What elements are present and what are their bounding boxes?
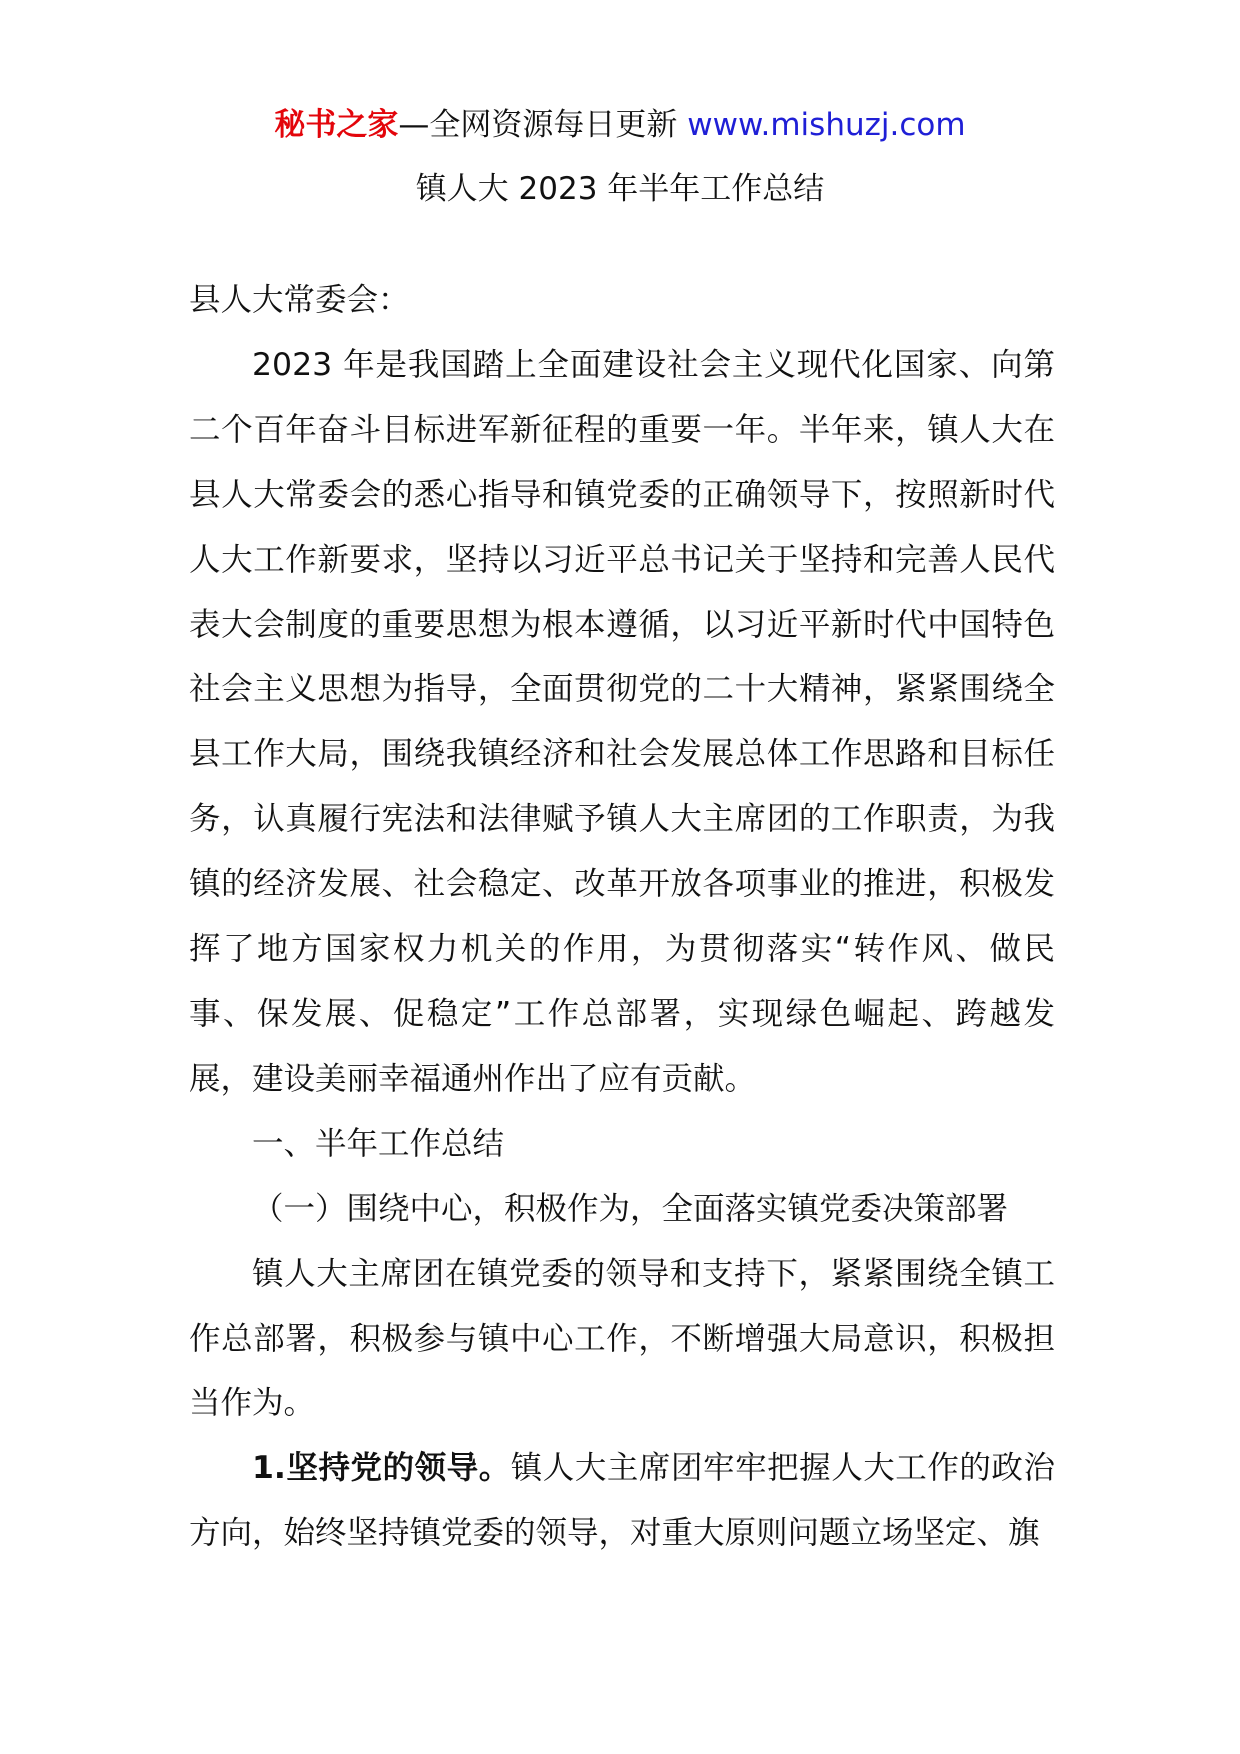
subsection-heading: （一）围绕中心，积极作为，全面落实镇党委决策部署 bbox=[252, 1190, 1009, 1227]
salutation: 县人大常委会： bbox=[189, 282, 410, 318]
subsection-paragraph: 镇人大主席团在镇党委的领导和支持下，紧紧围绕全镇工作总部署，积极参与镇中心工作，不断增强大局意识，积极担当作为。 bbox=[189, 1255, 1055, 1422]
brand-tagline: —全网资源每日更新 bbox=[398, 107, 688, 143]
document-title: 镇人大 2023 年半年工作总结 bbox=[415, 171, 825, 207]
document-body bbox=[189, 268, 1055, 1566]
site-url-link[interactable]: www.mishuzj.com bbox=[687, 107, 966, 143]
site-header bbox=[0, 98, 1240, 152]
point-lead: 1.坚持党的领导。 bbox=[252, 1450, 511, 1487]
point-paragraph bbox=[189, 1436, 1055, 1566]
brand-name: 秘书之家 bbox=[274, 107, 399, 143]
section-heading: 一、半年工作总结 bbox=[252, 1125, 505, 1162]
intro-paragraph: 2023 年是我国踏上全面建设社会主义现代化国家、向第二个百年奋斗目标进军新征程的重要一年。半年来，镇人大在县人大常委会的悉心指导和镇党委的正确领导下，按照新时代人大工作新要求，坚持以习近平总书记关于坚持和完善人民代表大会制度的重要思想为根本遵循，以习近平新时代中国特色社会主义思想为指导，全面贯彻党的二十大精神，紧紧围绕全县工作大局，围绕我镇经济和社会发展总体工作思路和目标任务，认真履行宪法和法律赋予镇人大主席团的工作职责，为我镇的经济发展、社会稳定、改革开放各项事业的推进，积极发挥了地方国家权力机关的作用，为贯彻落实“转作风、做民事、保发展、促稳定”工作总部署，实现绿色崛起、跨越发展，建设美丽幸福通州作出了应有贡献。 bbox=[189, 346, 1055, 1097]
point-text: 镇人大主席团牢牢把握人大工作的政治方向，始终坚持镇党委的领导，对重大原则问题立场坚定、旗 bbox=[189, 1450, 1055, 1552]
